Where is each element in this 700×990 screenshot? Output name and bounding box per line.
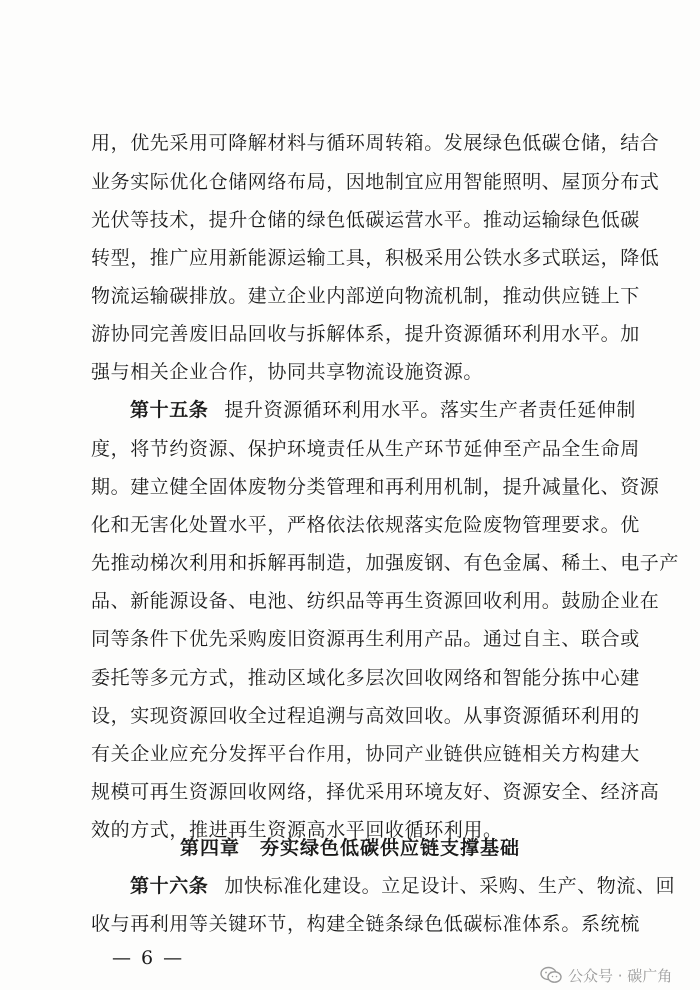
text-line: 委托等多元方式，推动区域化多层次回收网络和智能分拣中心建 <box>91 667 640 689</box>
text-line: 物流运输碳排放。建立企业内部逆向物流机制，推动供应链上下 <box>91 285 640 307</box>
article-16-label: 第十六条 <box>130 875 209 897</box>
text-line: 光伏等技术，提升仓储的绿色低碳运营水平。推动运输绿色低碳 <box>91 209 640 231</box>
text-line: 设，实现资源回收全过程追溯与高效回收。从事资源循环利用的 <box>91 705 640 727</box>
text-line: 有关企业应充分发挥平台作用，协同产业链供应链相关方构建大 <box>91 743 640 765</box>
text-line: 业务实际优化仓储网络布局，因地制宜应用智能照明、屋顶分布式 <box>91 171 660 193</box>
text-line: 期。建立健全固体废物分类管理和再利用机制，提升减量化、资源 <box>91 476 660 498</box>
article-15-label: 第十五条 <box>130 399 209 421</box>
text-line: 游协同完善废旧品回收与拆解体系，提升资源循环利用水平。加 <box>91 323 640 345</box>
page-number: — 6 — <box>112 947 185 969</box>
wechat-icon <box>540 966 562 984</box>
text-line: 转型，推广应用新能源运输工具，积极采用公铁水多式联运，降低 <box>91 247 660 269</box>
article-16-first-line <box>130 874 676 898</box>
text-line: 效的方式，推进再生资源高水平回收循环利用。 <box>91 819 503 841</box>
text-line: 用，优先采用可降解材料与循环周转箱。发展绿色低碳仓储，结合 <box>91 132 660 154</box>
text-line: 先推动梯次利用和拆解再制造，加强废钢、有色金属、稀土、电子产 <box>91 552 680 574</box>
text-line: 同等条件下优先采购废旧资源再生利用产品。通过自主、联合或 <box>91 628 640 650</box>
text-line: 强与相关企业合作，协同共享物流设施资源。 <box>91 361 484 383</box>
watermark <box>540 964 672 986</box>
article-15-title: 提升资源循环利用水平。落实生产者责任延伸制 <box>224 399 637 421</box>
chapter-heading: 第四章 夯实绿色低碳供应链支撑基础 <box>179 837 520 859</box>
text-line: 品、新能源设备、电池、纺织品等再生资源回收利用。鼓励企业在 <box>91 590 660 612</box>
watermark-text: 公众号 · 碳广角 <box>568 966 673 985</box>
text-line: 化和无害化处置水平，严格依法依规落实危险废物管理要求。优 <box>91 514 640 536</box>
text-line: 收与再利用等关键环节，构建全链条绿色低碳标准体系。系统梳 <box>91 913 640 935</box>
text-line: 规模可再生资源回收网络，择优采用环境友好、资源安全、经济高 <box>91 781 660 803</box>
article-15-first-line <box>130 398 637 422</box>
article-16-title: 加快标准化建设。立足设计、采购、生产、物流、回 <box>224 875 676 897</box>
text-line: 度，将节约资源、保护环境责任从生产环节延伸至产品全生命周 <box>91 438 640 460</box>
